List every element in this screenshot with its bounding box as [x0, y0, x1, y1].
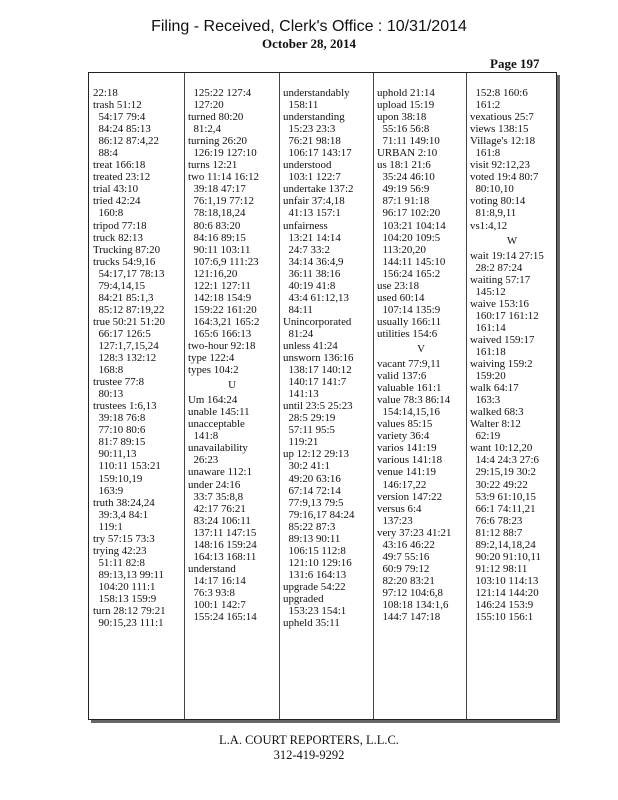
- index-entry: 110:11 153:21: [93, 460, 161, 473]
- index-entry: 49:19 56:9: [377, 183, 430, 196]
- index-entry: 90:11,13: [93, 448, 137, 461]
- index-entry: 121:16,20: [188, 267, 238, 280]
- index-entry: 103:1 122:7: [283, 171, 341, 184]
- index-entry: 90:20 91:10,11: [470, 550, 541, 563]
- index-entry: varios 141:19: [377, 442, 437, 455]
- index-entry: 145:12: [470, 285, 506, 298]
- index-column-5: [470, 87, 554, 715]
- index-entry: turns 12:21: [188, 159, 238, 172]
- index-entry: 42:17 76:21: [188, 502, 246, 515]
- index-entry: 161:18: [470, 345, 506, 358]
- index-entry: 106:15 112:8: [283, 544, 346, 557]
- index-entry: use 23:18: [377, 279, 420, 292]
- index-entry: 122:1 127:11: [188, 279, 251, 292]
- index-entry: 103:10 114:13: [470, 574, 539, 587]
- index-entry: upgraded: [283, 592, 324, 605]
- index-entry: venue 141:19: [377, 466, 436, 479]
- index-entry: 24:7 33:2: [283, 243, 330, 256]
- index-entry: 86:12 87:4,22: [93, 135, 159, 148]
- index-entry: turn 28:12 79:21: [93, 605, 166, 618]
- index-entry: 77:9,13 79:5: [283, 496, 344, 509]
- index-entry: 89:2,14,18,24: [470, 538, 536, 551]
- index-entry: unfair 37:4,18: [283, 195, 345, 208]
- index-entry: wait 19:14 27:15: [470, 249, 544, 262]
- index-entry: 104:20 111:1: [93, 580, 156, 593]
- index-entry: unsworn 136:16: [283, 352, 354, 365]
- index-entry: 76:21 98:18: [283, 135, 341, 148]
- index-entry: treat 166:18: [93, 159, 146, 172]
- index-entry: unacceptable: [188, 418, 245, 431]
- section-letter: W: [506, 234, 518, 247]
- index-entry: valid 137:6: [377, 370, 427, 383]
- index-entry: views 138:15: [470, 123, 529, 136]
- index-entry: 14:17 16:14: [188, 574, 246, 587]
- index-entry: 119:1: [93, 520, 123, 533]
- index-entry: 43:4 61:12,13: [283, 291, 349, 304]
- index-entry: 107:6,9 111:23: [188, 255, 259, 268]
- index-entry: 152:8 160:6: [470, 87, 528, 99]
- column-divider: [466, 73, 467, 719]
- index-entry: 85:12 87:19,22: [93, 303, 165, 316]
- index-entry: 164:3,21 165:2: [188, 315, 260, 328]
- index-entry: 82:20 83:21: [377, 574, 435, 587]
- index-entry: 84:21 85:1,3: [93, 291, 154, 304]
- index-entry: 158:11: [283, 99, 319, 112]
- index-entry: 71:11 149:10: [377, 135, 440, 148]
- index-entry: 41:13 157:1: [283, 207, 341, 220]
- index-entry: 165:6 166:13: [188, 327, 252, 340]
- index-column-4: [377, 87, 465, 715]
- index-entry: upload 15:19: [377, 99, 435, 112]
- index-entry: waiving 159:2: [470, 358, 533, 371]
- index-entry: 137:23: [377, 514, 413, 527]
- index-entry: 84:11: [283, 303, 313, 316]
- transcript-date: October 28, 2014: [262, 36, 356, 51]
- index-entry: 78:18,18,24: [188, 207, 246, 220]
- index-entry: vacant 77:9,11: [377, 358, 441, 371]
- index-entry: 30:2 41:1: [283, 460, 330, 473]
- index-entry: vexatious 25:7: [470, 111, 534, 124]
- index-entry: 126:19 127:10: [188, 147, 257, 160]
- index-entry: 57:11 95:5: [283, 424, 335, 437]
- index-entry: 66:17 126:5: [93, 327, 151, 340]
- index-entry: 81:7 89:15: [93, 436, 146, 449]
- index-entry: waived 159:17: [470, 333, 535, 346]
- index-entry: 91:12 98:11: [470, 562, 528, 575]
- index-entry: 54:17,17 78:13: [93, 267, 165, 280]
- index-entry: 164:13 168:11: [188, 550, 257, 563]
- index-entry: 158:13 159:9: [93, 592, 157, 605]
- index-entry: upon 38:18: [377, 111, 427, 124]
- index-entry: 159:22 161:20: [188, 303, 257, 316]
- index-entry: very 37:23 41:21: [377, 526, 452, 539]
- index-entry: 33:7 35:8,8: [188, 490, 244, 503]
- index-entry: 76:6 78:23: [470, 514, 523, 527]
- index-entry: 80:6 83:20: [188, 219, 241, 232]
- index-entry: version 147:22: [377, 490, 443, 503]
- index-entry: 77:10 80:6: [93, 424, 146, 437]
- index-entry: trucks 54:9,16: [93, 255, 156, 268]
- index-entry: 39:18 47:17: [188, 183, 246, 196]
- index-entry: waive 153:16: [470, 297, 529, 310]
- index-entry: 121:14 144:20: [470, 586, 539, 599]
- index-entry: 131:6 164:13: [283, 568, 347, 581]
- index-entry: Walter 8:12: [470, 418, 521, 431]
- index-entry: variety 36:4: [377, 430, 430, 443]
- index-entry: waiting 57:17: [470, 273, 531, 286]
- index-entry: 144:7 147:18: [377, 611, 441, 624]
- index-entry: 168:8: [93, 364, 124, 377]
- index-entry: understood: [283, 159, 332, 172]
- reporter-phone: 312-419-9292: [273, 748, 345, 762]
- index-entry: 81:24: [283, 327, 314, 340]
- index-entry: 81:12 88:7: [470, 526, 523, 539]
- index-entry: used 60:14: [377, 291, 425, 304]
- index-entry: Unincorporated: [283, 315, 352, 328]
- index-entry: 35:24 46:10: [377, 171, 435, 184]
- index-entry: 14:4 24:3 27:6: [470, 454, 539, 467]
- index-entry: unfairness: [283, 219, 328, 232]
- index-entry: 40:19 41:8: [283, 279, 336, 292]
- index-entry: values 85:15: [377, 418, 433, 431]
- index-entry: 84:24 85:13: [93, 123, 151, 136]
- index-entry: 138:17 140:12: [283, 364, 352, 377]
- index-entry: unavailability: [188, 442, 248, 455]
- column-divider: [279, 73, 280, 719]
- index-frame: [88, 72, 557, 720]
- index-entry: 79:4,14,15: [93, 279, 146, 292]
- page-number: Page 197: [490, 56, 540, 71]
- index-entry: trustees 1:6,13: [93, 400, 157, 413]
- index-entry: 88:4: [93, 147, 118, 160]
- index-entry: 141:13: [283, 388, 319, 401]
- index-entry: utilities 154:6: [377, 327, 438, 340]
- index-entry: 121:10 129:16: [283, 556, 352, 569]
- index-entry: 80:13: [93, 388, 124, 401]
- section-letter: U: [228, 379, 236, 392]
- index-entry: 89:13 90:11: [283, 532, 341, 545]
- index-entry: 62:19: [470, 430, 501, 443]
- index-entry: 159:20: [470, 370, 506, 383]
- index-entry: 55:16 56:8: [377, 123, 430, 136]
- index-entry: want 10:12,20: [470, 442, 533, 455]
- index-entry: understandably: [283, 87, 350, 99]
- index-entry: 76:1,19 77:12: [188, 195, 254, 208]
- index-entry: unaware 112:1: [188, 466, 253, 479]
- index-entry: vs1:4,12: [470, 219, 508, 232]
- index-entry: value 78:3 86:14: [377, 394, 451, 407]
- index-entry: usually 166:11: [377, 315, 442, 328]
- index-entry: 43:16 46:22: [377, 538, 435, 551]
- index-entry: Um 164:24: [188, 394, 238, 407]
- index-entry: 107:14 135:9: [377, 303, 441, 316]
- index-entry: 156:24 165:2: [377, 267, 441, 280]
- index-entry: 39:18 76:8: [93, 412, 146, 425]
- index-entry: 103:21 104:14: [377, 219, 446, 232]
- index-entry: under 24:16: [188, 478, 241, 491]
- filing-stamp: Filing - Received, Clerk's Office : 10/31/2014: [151, 18, 467, 35]
- index-entry: 51:11 82:8: [93, 556, 145, 569]
- index-entry: true 50:21 51:20: [93, 315, 165, 328]
- index-entry: 161:8: [470, 147, 501, 160]
- index-entry: 137:11 147:15: [188, 526, 257, 539]
- index-entry: various 141:18: [377, 454, 443, 467]
- index-entry: 161:2: [470, 99, 501, 112]
- index-entry: two-hour 92:18: [188, 339, 256, 352]
- index-entry: 76:3 93:8: [188, 586, 235, 599]
- index-entry: 83:24 106:11: [188, 514, 251, 527]
- index-entry: trash 51:12: [93, 99, 142, 112]
- index-entry: two 11:14 16:12: [188, 171, 259, 184]
- index-entry: 28:2 87:24: [470, 261, 523, 274]
- index-entry: voting 80:14: [470, 195, 526, 208]
- reporter-name: L.A. COURT REPORTERS, L.L.C.: [219, 733, 399, 747]
- index-column-3: [283, 87, 371, 715]
- index-entry: 153:23 154:1: [283, 605, 347, 618]
- index-entry: 39:3,4 84:1: [93, 508, 149, 521]
- index-entry: Trucking 87:20: [93, 243, 161, 256]
- index-entry: 160:17 161:12: [470, 309, 539, 322]
- index-entry: 125:22 127:4: [188, 87, 252, 99]
- index-entry: 141:8: [188, 430, 219, 443]
- index-entry: 13:21 14:14: [283, 231, 341, 244]
- index-entry: 146:17,22: [377, 478, 427, 491]
- index-entry: until 23:5 25:23: [283, 400, 353, 413]
- index-entry: 155:24 165:14: [188, 611, 257, 624]
- index-entry: upheld 35:11: [283, 617, 340, 630]
- index-entry: 108:18 134:1,6: [377, 598, 449, 611]
- index-entry: 128:3 132:12: [93, 352, 157, 365]
- index-entry: 127:20: [188, 99, 224, 112]
- index-entry: 100:1 142:7: [188, 598, 246, 611]
- index-entry: 49:20 63:16: [283, 472, 341, 485]
- index-entry: trying 42:23: [93, 544, 147, 557]
- index-entry: 127:1,7,15,24: [93, 339, 159, 352]
- index-entry: 144:11 145:10: [377, 255, 446, 268]
- index-entry: 142:18 154:9: [188, 291, 252, 304]
- index-entry: valuable 161:1: [377, 382, 442, 395]
- section-letter: V: [417, 342, 425, 355]
- index-entry: 104:20 109:5: [377, 231, 441, 244]
- index-entry: Village's 12:18: [470, 135, 536, 148]
- index-entry: visit 92:12,23: [470, 159, 530, 172]
- index-entry: types 104:2: [188, 364, 239, 377]
- index-entry: understanding: [283, 111, 345, 124]
- index-entry: 54:17 79:4: [93, 111, 146, 124]
- index-entry: 29:15,19 30:2: [470, 466, 536, 479]
- index-entry: treated 23:12: [93, 171, 151, 184]
- index-entry: turning 26:20: [188, 135, 247, 148]
- index-entry: voted 19:4 80:7: [470, 171, 539, 184]
- index-entry: 119:21: [283, 436, 319, 449]
- index-entry: URBAN 2:10: [377, 147, 438, 160]
- index-entry: truck 82:13: [93, 231, 143, 244]
- index-entry: 97:12 104:6,8: [377, 586, 443, 599]
- index-entry: 106:17 143:17: [283, 147, 352, 160]
- index-entry: 140:17 141:7: [283, 376, 347, 389]
- index-entry: truth 38:24,24: [93, 496, 155, 509]
- index-entry: trial 43:10: [93, 183, 139, 196]
- index-entry: 161:14: [470, 321, 506, 334]
- index-entry: 15:23 23:3: [283, 123, 336, 136]
- index-entry: 146:24 153:9: [470, 598, 534, 611]
- index-entry: unable 145:11: [188, 406, 250, 419]
- index-entry: undertake 137:2: [283, 183, 354, 196]
- index-entry: 67:14 72:14: [283, 484, 341, 497]
- index-entry: 26:23: [188, 454, 219, 467]
- index-entry: 96:17 102:20: [377, 207, 441, 220]
- column-divider: [373, 73, 374, 719]
- index-entry: 34:14 36:4,9: [283, 255, 344, 268]
- index-entry: understand: [188, 562, 236, 575]
- index-entry: 81:8,9,11: [470, 207, 517, 220]
- index-entry: upgrade 54:22: [283, 580, 346, 593]
- index-entry: versus 6:4: [377, 502, 422, 515]
- index-entry: uphold 21:14: [377, 87, 435, 99]
- index-entry: up 12:12 29:13: [283, 448, 349, 461]
- index-entry: type 122:4: [188, 352, 235, 365]
- index-entry: 85:22 87:3: [283, 520, 336, 533]
- index-entry: 79:16,17 84:24: [283, 508, 355, 521]
- index-entry: 90:15,23 111:1: [93, 617, 164, 630]
- index-entry: walk 64:17: [470, 382, 519, 395]
- index-entry: 163:9: [93, 484, 124, 497]
- index-entry: 53:9 61:10,15: [470, 490, 536, 503]
- index-entry: 87:1 91:18: [377, 195, 430, 208]
- index-entry: 60:9 79:12: [377, 562, 430, 575]
- index-column-1: [93, 87, 181, 715]
- index-entry: 155:10 156:1: [470, 611, 534, 624]
- index-entry: try 57:15 73:3: [93, 532, 155, 545]
- index-entry: walked 68:3: [470, 406, 524, 419]
- column-divider: [184, 73, 185, 719]
- index-entry: tripod 77:18: [93, 219, 147, 232]
- index-column-2: [188, 87, 276, 715]
- index-entry: 113:20,20: [377, 243, 426, 256]
- index-entry: 160:8: [93, 207, 124, 220]
- index-entry: 163:3: [470, 394, 501, 407]
- index-entry: 148:16 159:24: [188, 538, 257, 551]
- index-entry: 89:13,13 99:11: [93, 568, 164, 581]
- index-entry: 80:10,10: [470, 183, 514, 196]
- index-entry: trustee 77:8: [93, 376, 145, 389]
- index-entry: us 18:1 21:6: [377, 159, 431, 172]
- index-entry: tried 42:24: [93, 195, 141, 208]
- index-entry: 90:11 103:11: [188, 243, 251, 256]
- index-entry: 49:7 55:16: [377, 550, 430, 563]
- index-entry: 159:10,19: [93, 472, 143, 485]
- index-entry: 154:14,15,16: [377, 406, 440, 419]
- index-entry: 84:16 89:15: [188, 231, 246, 244]
- index-entry: 81:2,4: [188, 123, 221, 136]
- index-entry: 28:5 29:19: [283, 412, 336, 425]
- index-entry: unless 41:24: [283, 339, 338, 352]
- index-entry: 30:22 49:22: [470, 478, 528, 491]
- index-entry: 22:18: [93, 87, 118, 99]
- index-entry: turned 80:20: [188, 111, 244, 124]
- index-entry: 36:11 38:16: [283, 267, 341, 280]
- index-entry: 66:1 74:11,21: [470, 502, 536, 515]
